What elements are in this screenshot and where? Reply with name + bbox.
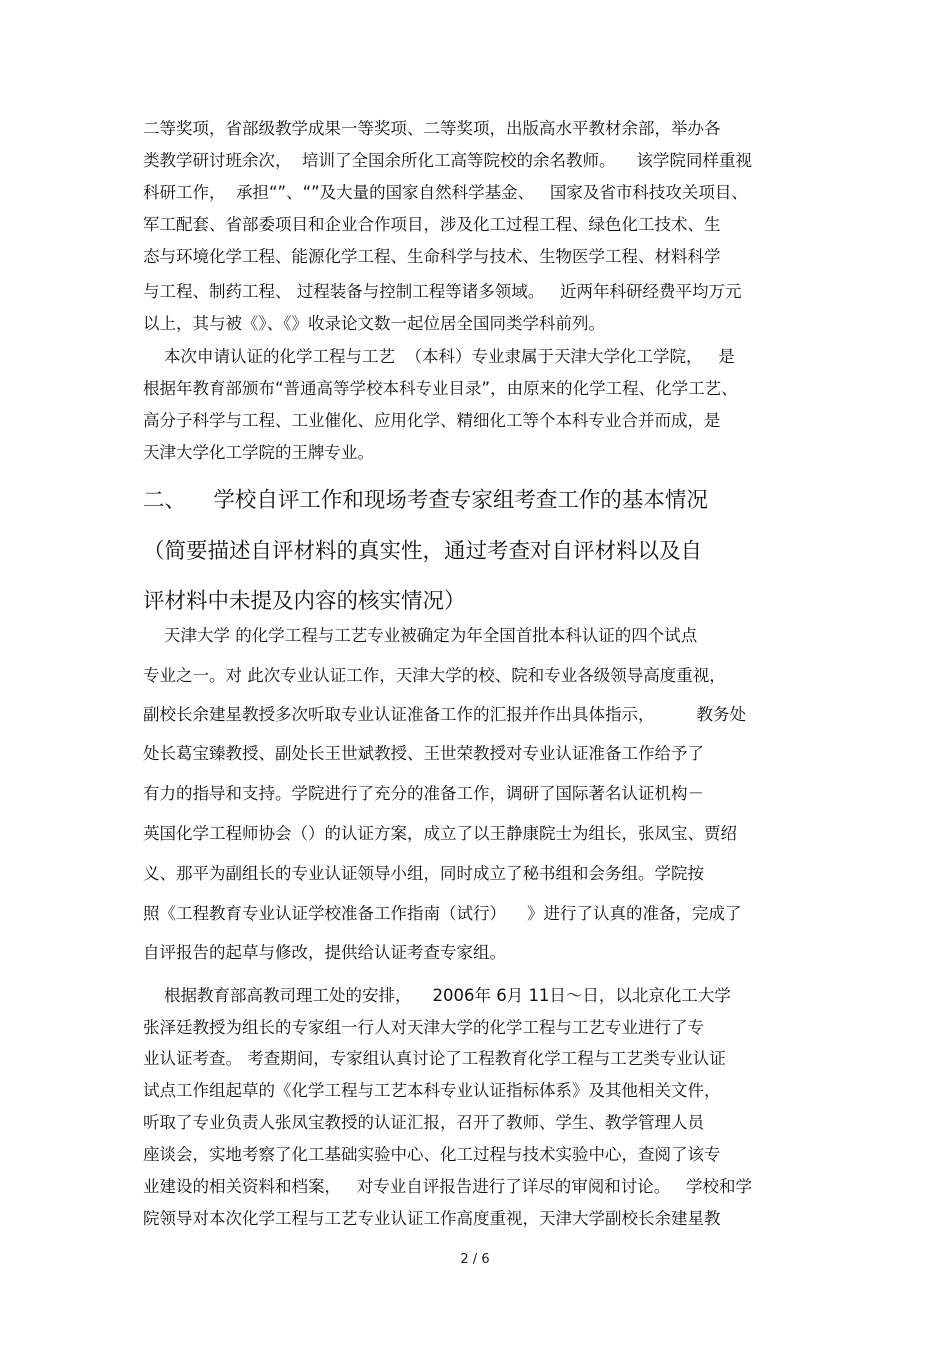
paragraph-1-line: 军工配套、省部委项目和企业合作项目，涉及化工过程工程、绿色化工技术、生 xyxy=(143,215,721,234)
paragraph-3-line: 照《工程教育专业认证学校准备工作指南（试行） 》进行了认真的准备，完成了 xyxy=(143,904,742,923)
paragraph-4-line: 根据教育部高教司理工处的安排， 2006年 6月 11日～日，以北京化工大学 xyxy=(143,986,731,1005)
paragraph-4-line: 张泽廷教授为组长的专家组一行人对天津大学的化学工程与工艺专业进行了专 xyxy=(143,1018,704,1037)
paragraph-2-line: 天津大学化工学院的王牌专业。 xyxy=(143,443,374,462)
paragraph-1-line: 二等奖项，省部级教学成果一等奖项、二等奖项，出版高水平教材余部，举办各 xyxy=(143,119,721,138)
paragraph-4-line: 院领导对本次化学工程与工艺专业认证工作高度重视，天津大学副校长余建星教 xyxy=(143,1209,721,1228)
paragraph-3-line: 有力的指导和支持。学院进行了充分的准备工作，调研了国际著名认证机构－ xyxy=(143,784,704,803)
paragraph-4-line: 座谈会，实地考察了化工基础实验中心、化工过程与技术实验中心，查阅了该专 xyxy=(143,1145,721,1164)
paragraph-3-line: 副校长余建星教授多次听取专业认证准备工作的汇报并作出具体指示， 教务处 xyxy=(143,705,746,724)
paragraph-1-line: 与工程、制药工程、 过程装备与控制工程等诸多领域。 近两年科研经费平均万元 xyxy=(143,282,742,301)
paragraph-1-line: 科研工作， 承担“”、“”及大量的国家自然科学基金、 国家及省市科技攻关项目、 xyxy=(143,183,748,202)
section-heading-line: （简要描述自评材料的真实性，通过考查对自评材料以及自 xyxy=(143,539,703,564)
paragraph-1-line: 类教学研讨班余次， 培训了全国余所化工高等院校的余名教师。 该学院同样重视 xyxy=(143,151,752,170)
paragraph-4-line: 业建设的相关资料和档案， 对专业自评报告进行了详尽的审阅和讨论。 学校和学 xyxy=(143,1177,752,1196)
paragraph-4-line: 听取了专业负责人张凤宝教授的认证汇报，召开了教师、学生、教学管理人员 xyxy=(143,1113,704,1132)
paragraph-4-line: 业认证考查。 考查期间，专家组认真讨论了工程教育化学工程与工艺类专业认证 xyxy=(143,1049,726,1068)
paragraph-4-line: 试点工作组起草的《化学工程与工艺本科专业认证指标体系》及其他相关文件， xyxy=(143,1081,721,1100)
paragraph-3-line: 处长葛宝臻教授、副处长王世斌教授、王世荣教授对专业认证准备工作给予了 xyxy=(143,744,704,763)
paragraph-3-line: 自评报告的起草与修改，提供给认证考查专家组。 xyxy=(143,943,506,962)
paragraph-3-line: 英国化学工程师协会（）的认证方案，成立了以王静康院士为组长，张凤宝、贾绍 xyxy=(143,824,737,843)
paragraph-2-line: 高分子科学与工程、工业催化、应用化学、精细化工等个本科专业合并而成，是 xyxy=(143,411,721,430)
paragraph-1-line: 以上，其与被《》、《》收录论文数一起位居全国同类学科前列。 xyxy=(143,314,605,333)
section-heading-line: 评材料中未提及内容的核实情况） xyxy=(143,589,466,614)
paragraph-2-line: 根据年教育部颁布“普通高等学校本科专业目录”，由原来的化学工程、化学工艺、 xyxy=(143,379,738,398)
section-heading-line: 二、 学校自评工作和现场考查专家组考查工作的基本情况 xyxy=(143,488,708,513)
paragraph-3-line: 专业之一。对 此次专业认证工作，天津大学的校、院和专业各级领导高度重视， xyxy=(143,666,726,685)
paragraph-3-line: 义、那平为副组长的专业认证领导小组，同时成立了秘书组和会务组。学院按 xyxy=(143,864,704,883)
paragraph-3-line: 天津大学 的化学工程与工艺专业被确定为年全国首批本科认证的四个试点 xyxy=(143,626,698,645)
paragraph-1-line: 态与环境化学工程、能源化学工程、生命科学与技术、生物医学工程、材料科学 xyxy=(143,247,721,266)
paragraph-2-line: 本次申请认证的化学工程与工艺 （本科）专业隶属于天津大学化工学院， 是 xyxy=(143,347,735,366)
page-number: 2 / 6 xyxy=(460,1252,490,1267)
